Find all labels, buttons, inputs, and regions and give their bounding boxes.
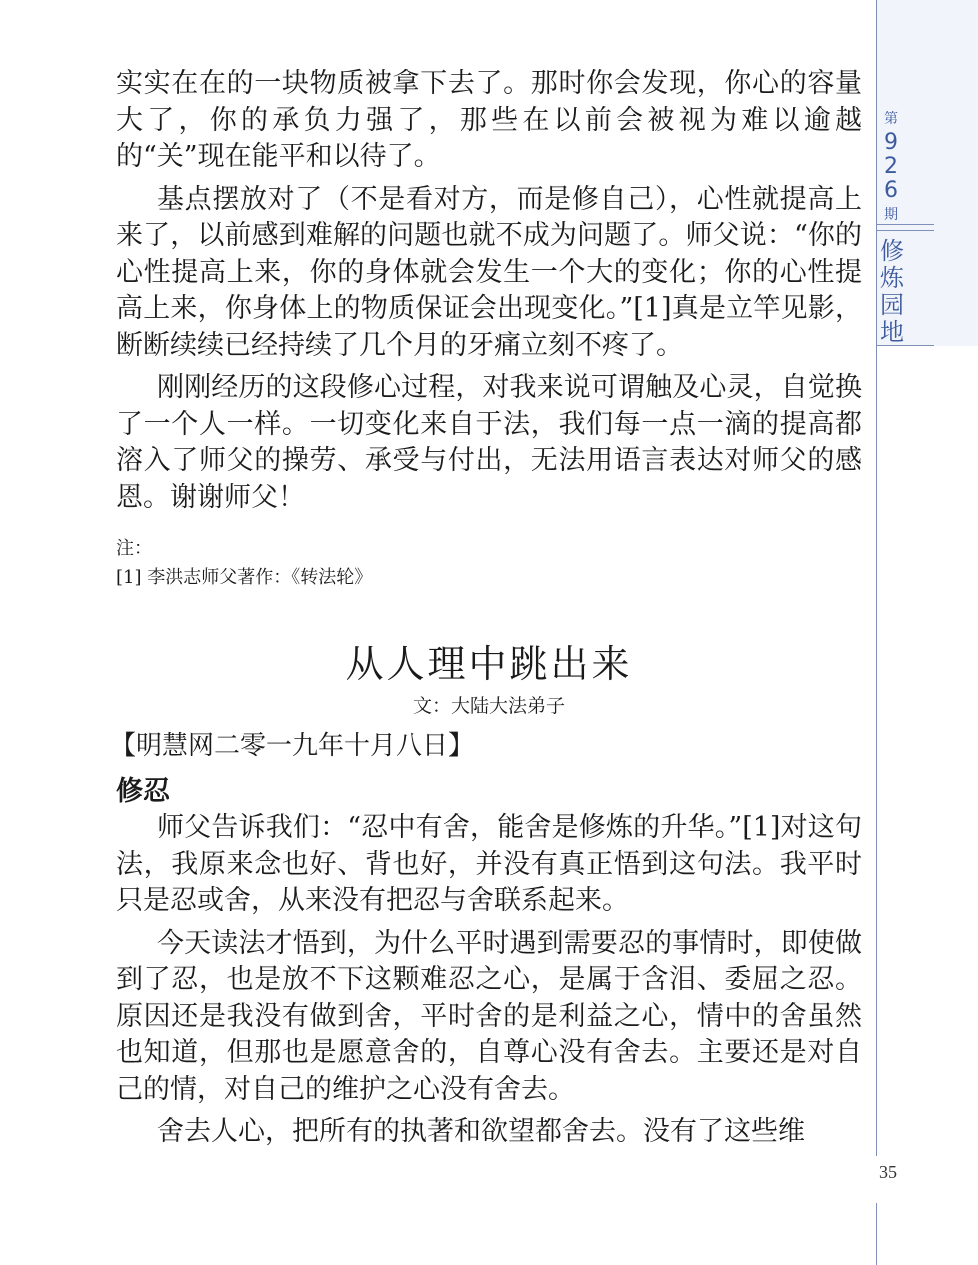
column-char: 炼 <box>880 264 904 292</box>
issue-digit: 9 <box>884 130 898 155</box>
article1-paragraph: 刚刚经历的这段修心过程，对我来说可谓触及心灵，自觉换了一个人一样。一切变化来自于法，我们每一点一滴的提高都溶入了师父的操劳、承受与付出，无法用语言表达对师父的感恩。谢谢师父！ <box>116 372 862 513</box>
column-char: 园 <box>880 291 904 319</box>
page-number: 35 <box>879 1162 897 1182</box>
column-char: 地 <box>880 318 904 346</box>
article2-paragraph: 今天读法才悟到，为什么平时遇到需要忍的事情时，即使做到了忍，也是放不下这颗难忍之心，是属于含泪、委屈之忍。原因还是我没有做到舍，平时舍的是利益之心，情中的舍虽然也知道，但那也是愿意舍的，自尊心没有舍去。主要还是对自己的情，对自己的维护之心没有舍去。 <box>116 927 862 1105</box>
article-date: 【明慧网二零一九年十月八日】 <box>110 731 475 761</box>
page-content <box>110 66 862 1157</box>
article2-paragraph: 舍去人心，把所有的执著和欲望都舍去。没有了这些维 <box>157 1116 805 1147</box>
issue-number <box>876 106 906 228</box>
page-edge-rule <box>876 1203 877 1265</box>
article2-paragraph: 师父告诉我们：“忍中有舍，能舍是修炼的升华。”[1]对这句法，我原来念也好、背也好，并没有真正悟到这句法。我平时只是忍或舍，从来没有把忍与舍联系起来。 <box>116 812 862 916</box>
issue-digit: 6 <box>884 178 898 203</box>
notes-label: 注： <box>116 538 152 559</box>
issue-digit: 2 <box>884 154 898 179</box>
footnote: [1] 李洪志师父著作：《转法轮》 <box>116 567 373 588</box>
issue-prefix: 第 <box>884 111 898 127</box>
section-heading: 修忍 <box>116 776 170 807</box>
article1-paragraph: 实实在在的一块物质被拿下去了。那时你会发现，你心的容量大了，你的承负力强了，那些在以前会被视为难以逾越的“关”现在能平和以待了。 <box>116 68 862 172</box>
column-char: 修 <box>880 237 904 265</box>
sidebar-divider <box>876 230 934 231</box>
page-edge-rule <box>876 346 877 1156</box>
article-title: 从人理中跳出来 <box>345 642 633 686</box>
column-name <box>876 238 908 346</box>
article1-paragraph: 基点摆放对了（不是看对方，而是修自己），心性就提高上来了，以前感到难解的问题也就不成为问题了。师父说：“你的心性提高上来，你的身体就会发生一个大的变化；你的心性提高上来，你身体上的物质保证会出现变化。”[1]真是立竿见影，断断续续已经持续了几个月的牙痛立刻不疼了。 <box>116 183 862 361</box>
footnotes <box>116 534 862 592</box>
article-author: 文：大陆大法弟子 <box>412 695 565 717</box>
issue-suffix: 期 <box>884 207 898 223</box>
